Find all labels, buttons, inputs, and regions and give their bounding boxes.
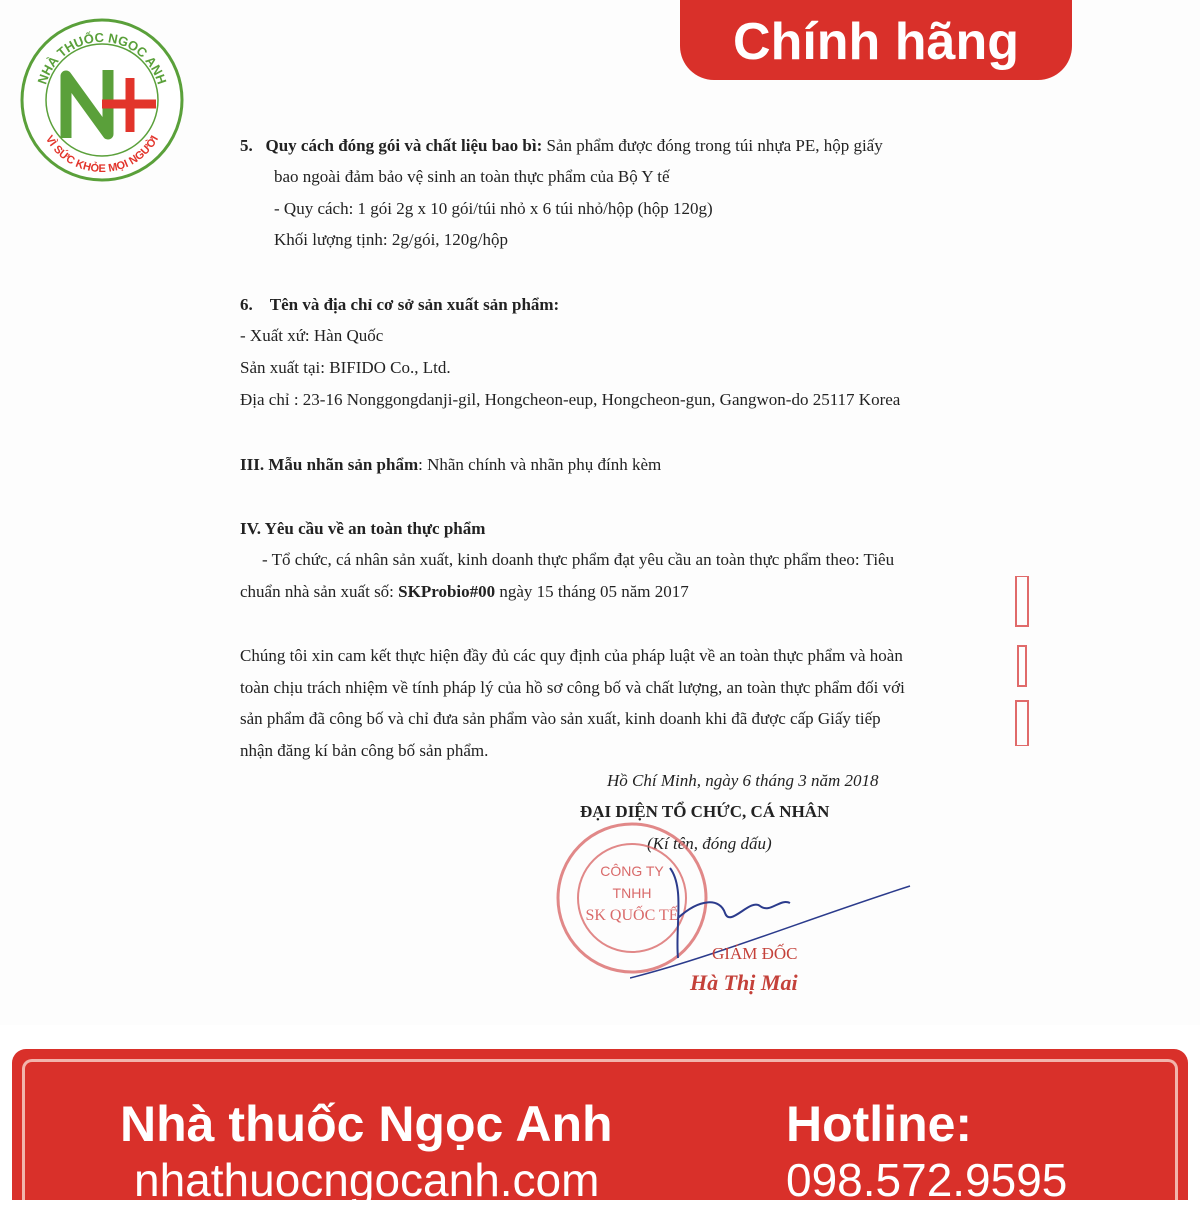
- footer-banner: [0, 1025, 1200, 1206]
- section-6-line-3: Địa chỉ : 23-16 Nonggongdanji-gil, Hongcheon-eup, Hongcheon-gun, Gangwon-do 25117 Korea: [240, 390, 901, 409]
- stamp-line-2: TNHH: [612, 885, 652, 901]
- section-6-line-2: Sản xuất tại: BIFIDO Co., Ltd.: [240, 358, 451, 377]
- section-6-title: Tên và địa chỉ cơ sở sản xuất sản phẩm:: [269, 295, 560, 314]
- director-name: Hà Thị Mai: [690, 970, 798, 995]
- representative-note: (Kí tên, đóng dấu): [647, 834, 772, 853]
- pharmacy-logo: [18, 16, 186, 184]
- section-5-line-2: bao ngoài đảm bảo vệ sinh an toàn thực phẩm của Bộ Y tế: [274, 167, 670, 186]
- section-3: [240, 454, 661, 476]
- stamp-line-3: SK QUỐC TẾ: [585, 907, 679, 924]
- section-5-line-4: Khối lượng tịnh: 2g/gói, 120g/hộp: [274, 230, 509, 249]
- section-4-text-c: ngày 15 tháng 05 năm 2017: [495, 582, 689, 601]
- commitment-line-2: toàn chịu trách nhiệm về tính pháp lý của hồ sơ công bố và chất lượng, an toàn thực phẩm đối với: [240, 678, 905, 697]
- section-6-number: 6.: [240, 295, 253, 314]
- standard-code: SKProbio#00: [398, 582, 496, 601]
- section-3-title: III. Mẫu nhãn sản phẩm: [240, 455, 419, 474]
- section-4-line-2: [240, 581, 689, 603]
- section-4-title: IV. Yêu cầu về an toàn thực phẩm: [240, 519, 486, 538]
- section-3-text: : Nhãn chính và nhãn phụ đính kèm: [418, 455, 662, 474]
- section-5-title: Quy cách đóng gói và chất liệu bao bì:: [265, 136, 543, 155]
- director-title: GIÁM ĐỐC: [712, 944, 798, 963]
- section-5-line-3: - Quy cách: 1 gói 2g x 10 gói/túi nhỏ x 6 túi nhỏ/hộp (hộp 120g): [274, 199, 713, 218]
- section-6-line-1: - Xuất xứ: Hàn Quốc: [240, 326, 384, 345]
- commitment-line-4: nhận đăng kí bản công bố sản phẩm.: [240, 741, 489, 760]
- representative-title: ĐẠI DIỆN TỔ CHỨC, CÁ NHÂN: [580, 802, 830, 821]
- logo-ring-bottom: VÌ SỨC KHỎE MỌI NGƯỜI: [42, 133, 162, 176]
- footer-panel: [12, 1049, 1188, 1206]
- section-5-heading: [240, 135, 883, 157]
- stamp-line-1: CÔNG TY: [600, 863, 664, 879]
- section-5-number: 5.: [240, 136, 253, 155]
- store-name: Nhà thuốc Ngọc Anh: [120, 1096, 613, 1152]
- hotline-label: Hotline:: [786, 1096, 973, 1152]
- section-5-text: Sản phẩm được đóng trong túi nhựa PE, hộp giấy: [542, 136, 883, 155]
- section-4-text-a: chuẩn nhà sản xuất số:: [240, 582, 399, 601]
- commitment-line-1: Chúng tôi xin cam kết thực hiện đầy đủ các quy định của pháp luật về an toàn thực phẩm và hoàn: [240, 646, 903, 665]
- store-website[interactable]: nhathuocngocanh.com: [134, 1154, 600, 1206]
- commitment-line-3: sản phẩm đã công bố và chỉ đưa sản phẩm vào sản xuất, kinh doanh khi đã được cấp Giấy tiếp: [240, 709, 881, 728]
- authentic-badge: Chính hãng: [680, 0, 1072, 80]
- section-4-line-1: - Tổ chức, cá nhân sản xuất, kinh doanh thực phẩm đạt yêu cầu an toàn thực phẩm theo: Tiêu: [262, 550, 895, 569]
- place-date: Hồ Chí Minh, ngày 6 tháng 3 năm 2018: [607, 771, 879, 790]
- hotline-number[interactable]: 098.572.9595: [786, 1154, 1068, 1206]
- signature: [630, 858, 920, 988]
- section-6-heading: [240, 294, 559, 316]
- logo-ring-top: NHÀ THUỐC NGỌC ANH: [34, 29, 170, 87]
- margin-stamp-marks: [1008, 576, 1038, 746]
